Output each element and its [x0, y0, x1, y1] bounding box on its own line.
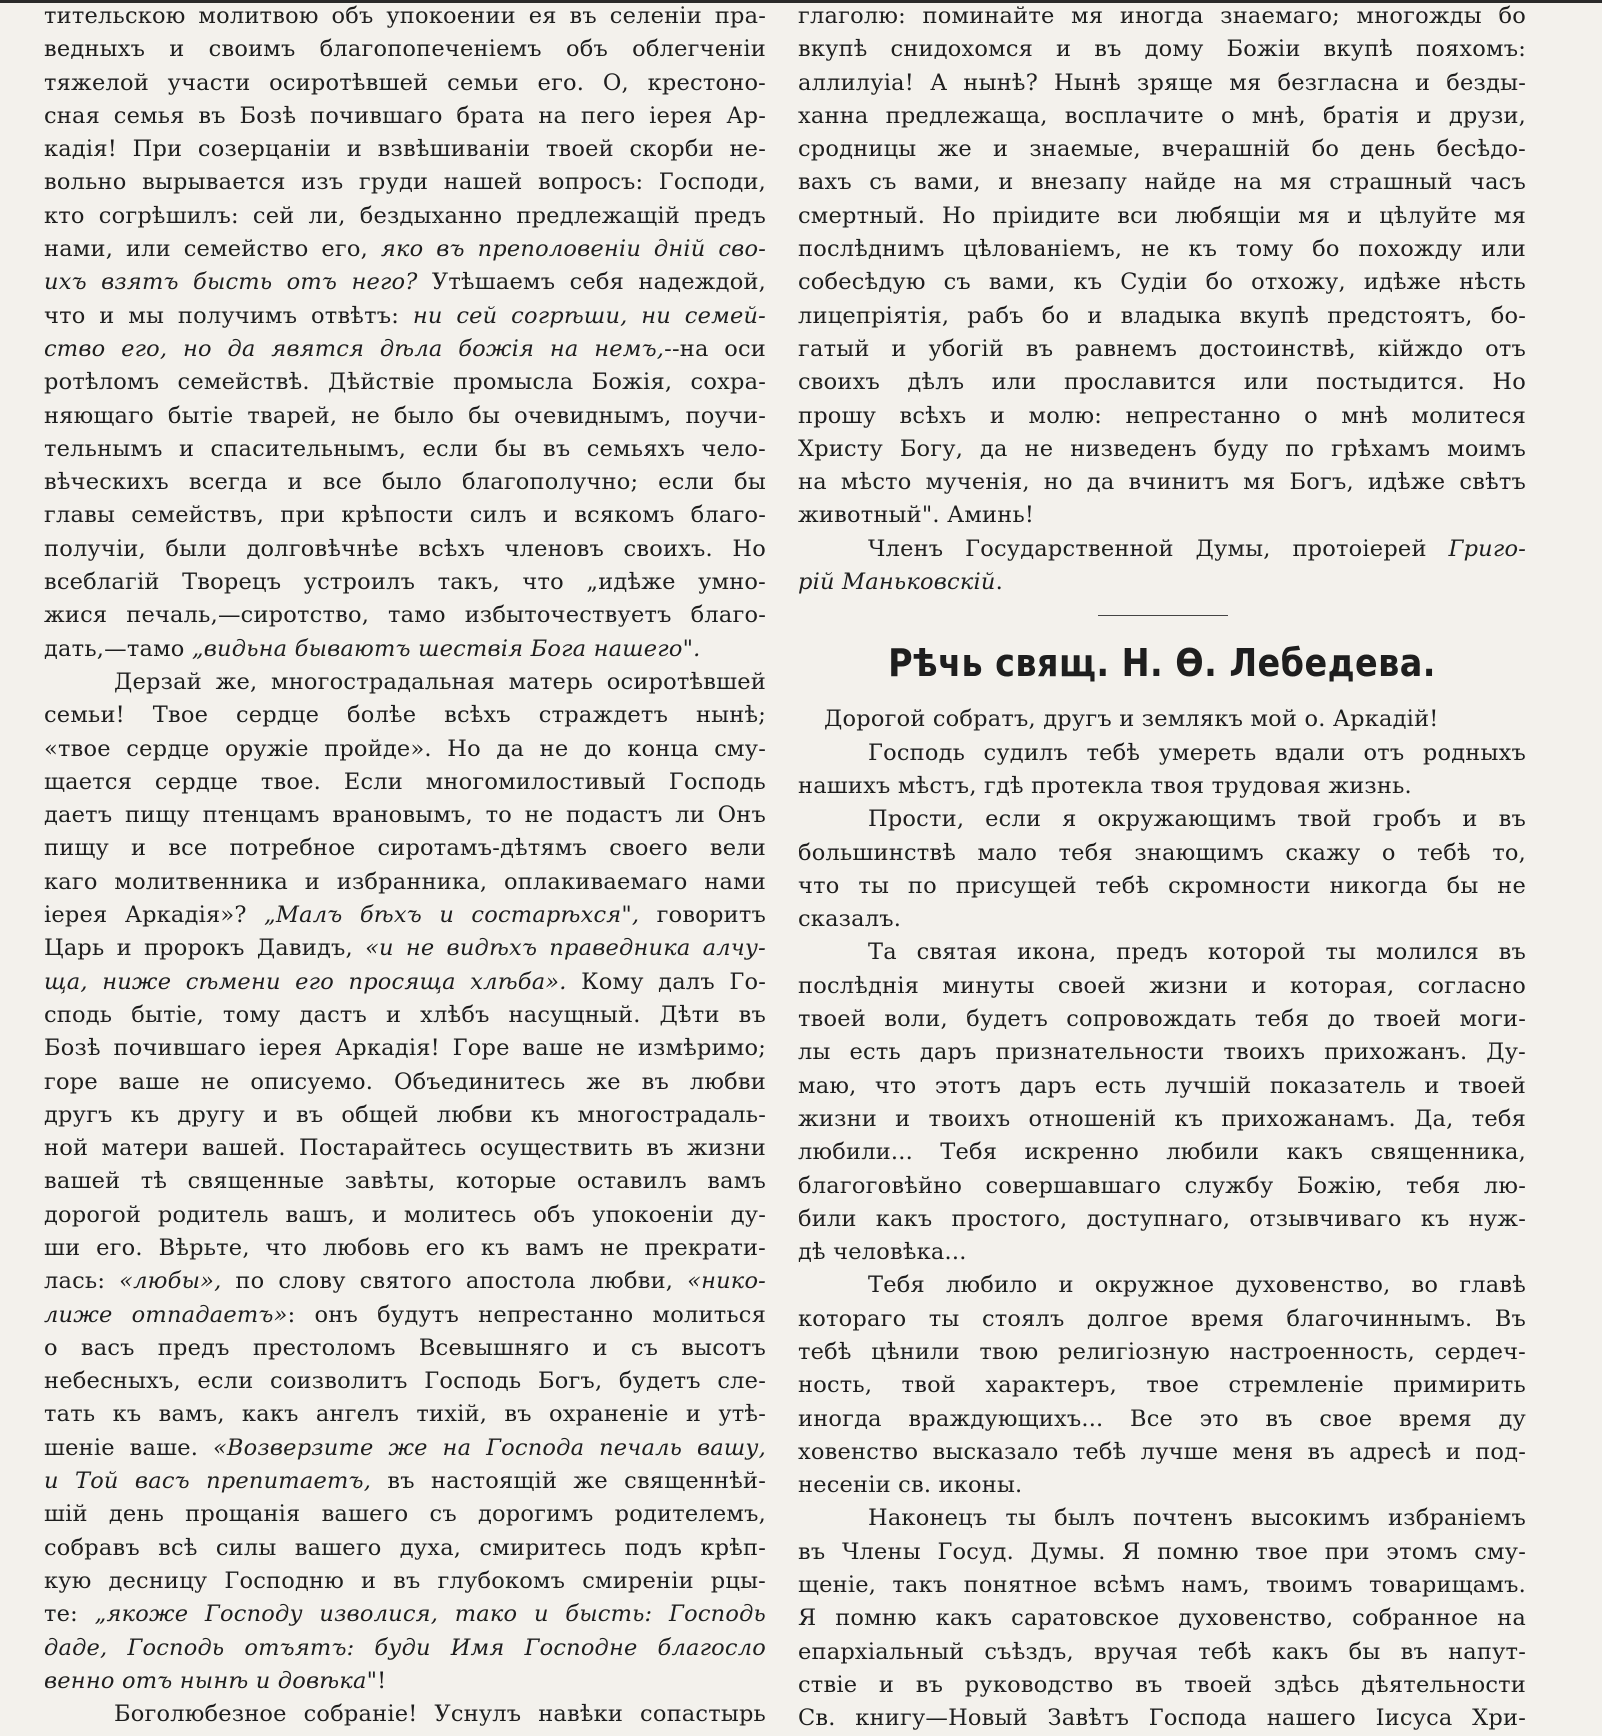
line-text: вашей тѣ священные завѣты, которые оставилъ вамъ	[44, 1168, 766, 1195]
text-line	[44, 1432, 766, 1465]
text-line	[44, 300, 766, 333]
text-line	[44, 1465, 766, 1498]
italic-quote: „Малъ бѣхъ и состарѣхся",	[264, 902, 640, 929]
text-line	[798, 870, 1526, 903]
text-line	[44, 1066, 766, 1099]
signature-name-part2: рій Маньковскій	[798, 569, 996, 596]
line-text: дать,—тамо	[44, 635, 192, 662]
text-line	[798, 100, 1526, 133]
text-line	[798, 1236, 1526, 1269]
line-text: твоей воли, будетъ сопровождать тебя до твоей моги-	[798, 1006, 1526, 1033]
text-line	[798, 803, 1526, 836]
line-text: лы есть даръ признательности твоихъ прихожанъ. Ду-	[798, 1039, 1526, 1066]
signature-line-1	[798, 533, 1526, 566]
italic-quote: яко въ преполовеніи дній сво-	[380, 236, 766, 263]
line-text: сподь бытіе, тому дастъ и хлѣбъ насущный. Дѣти въ	[44, 1001, 766, 1028]
line-text: епархіальный съѣздъ, вручая тебѣ какъ бы въ напут-	[798, 1638, 1526, 1665]
italic-quote: «и не видѣхъ праведника алчу-	[365, 935, 766, 962]
line-text: Боголюбезное собраніе! Уснулъ навѣки сопастырь	[114, 1701, 766, 1728]
text-line	[798, 1036, 1526, 1069]
line-text: маю, что этотъ даръ есть лучшій показатель и твоей	[798, 1072, 1526, 1099]
text-line	[798, 233, 1526, 266]
line-text: что ты по присущей тебѣ скромности никогда бы не	[798, 872, 1526, 899]
line-text: всеблагій Творецъ устроилъ такъ, что „идѣже умно-	[44, 569, 766, 596]
text-line	[44, 566, 766, 599]
line-text: что и мы получимъ отвѣтъ:	[44, 302, 413, 329]
line-text: «твое сердце оружіе пройде». Но да не до конца сму-	[44, 735, 766, 762]
text-line	[798, 33, 1526, 66]
text-line	[798, 1369, 1526, 1402]
line-text: лась:	[44, 1268, 120, 1295]
line-text: тяжелой участи осиротѣвшей семьи его. О, крестоно-	[44, 69, 766, 96]
line-text: ведныхъ и своимъ благопопеченіемъ объ облегченіи	[44, 36, 766, 63]
line-text: Прости, если я окружающимъ твой гробъ и въ	[868, 806, 1526, 833]
line-text: другъ къ другу и въ общей любви къ многострадаль-	[44, 1101, 766, 1128]
text-line	[44, 1398, 766, 1431]
line-text: говоритъ	[639, 902, 766, 929]
line-text: котораго ты стоялъ долгое время благочиннымъ. Въ	[798, 1305, 1526, 1332]
line-text: Господь судилъ тебѣ умереть вдали отъ родныхъ	[868, 739, 1526, 766]
text-line	[44, 533, 766, 566]
line-text: кую десницу Господню и въ глубокомъ смиреніи рцы-	[44, 1567, 766, 1594]
line-text: тельнымъ и спасительнымъ, если бы въ семьяхъ чело-	[44, 435, 766, 462]
line-text: няющаго бытіе тварей, не было бы очевиднымъ, поучи-	[44, 402, 766, 429]
text-line	[798, 266, 1526, 299]
text-line	[44, 1698, 766, 1731]
italic-quote: ихъ взятъ бысть отъ него?	[44, 269, 418, 296]
line-text: Я помню какъ саратовское духовенство, собранное на	[798, 1605, 1526, 1632]
line-text: ховенство высказало тебѣ лучше меня въ адресѣ и под-	[798, 1438, 1526, 1465]
line-text: Дорогой собратъ, другъ и землякъ мой о. Аркадій!	[824, 706, 1439, 733]
line-text: главы семействъ, при крѣпости силъ и всякомъ благо-	[44, 502, 766, 529]
text-line	[798, 1569, 1526, 1602]
line-text: гатый и убогій въ равнемъ достоинствѣ, кійждо отъ	[798, 335, 1526, 362]
text-line	[44, 1232, 766, 1265]
line-text: !	[377, 1667, 387, 1694]
text-line	[798, 333, 1526, 366]
line-text: Бозѣ почившаго іерея Аркадія! Горе ваше не измѣримо;	[44, 1035, 766, 1062]
text-line	[44, 100, 766, 133]
text-line	[798, 166, 1526, 199]
line-text: сродницы же и знаемые, вчерашній бо день бесѣдо-	[798, 136, 1526, 163]
right-column-top-text	[798, 0, 1526, 533]
text-line	[798, 0, 1526, 33]
line-text: сказалъ.	[798, 906, 902, 933]
line-text: Св. книгу—Новый Завѣтъ Господа нашего Іисуса Хри-	[798, 1705, 1526, 1732]
right-column-bottom-text	[798, 703, 1526, 1735]
line-text: получіи, были долговѣчнѣе всѣхъ членовъ своихъ. Но	[44, 535, 766, 562]
section-divider	[798, 599, 1526, 629]
text-line	[798, 1436, 1526, 1469]
text-line	[44, 966, 766, 999]
line-text: Христу Богу, да не низведенъ буду по грѣхамъ моимъ	[798, 435, 1526, 462]
text-line	[44, 233, 766, 266]
text-line	[798, 837, 1526, 870]
text-line	[798, 1403, 1526, 1436]
line-text: тебѣ цѣнили твою религіозную настроенность, сердеч-	[798, 1338, 1526, 1365]
line-text: иногда враждующихъ... Все это въ свое время ду	[798, 1405, 1526, 1432]
text-line	[44, 166, 766, 199]
line-text: даетъ пищу птенцамъ врановымъ, то не подастъ ли Онъ	[44, 802, 766, 829]
text-line	[44, 33, 766, 66]
italic-quote: „видьна бываютъ шествія Бога нашего".	[191, 635, 701, 662]
line-text: прошу всѣхъ и молю: непрестанно о мнѣ молитеся	[798, 402, 1526, 429]
line-text: ствіе и въ руководство въ твоей здѣсь дѣятельности	[798, 1671, 1526, 1698]
line-text: дорогой родитель вашъ, и молитесь объ упокоеніи ду-	[44, 1201, 766, 1228]
text-line	[44, 499, 766, 532]
text-line	[44, 0, 766, 33]
text-line	[44, 799, 766, 832]
text-line	[44, 1199, 766, 1232]
text-line	[44, 1365, 766, 1398]
text-line	[798, 1269, 1526, 1302]
line-text: вольно вырывается изъ груди нашей вопросъ: Господи,	[44, 169, 766, 196]
italic-quote: „якоже Господу изволися, тако и бысть: Господь	[94, 1601, 767, 1628]
text-line	[44, 766, 766, 799]
text-line	[798, 1336, 1526, 1369]
text-line	[44, 666, 766, 699]
text-line	[798, 133, 1526, 166]
text-line	[798, 200, 1526, 233]
text-line	[44, 899, 766, 932]
line-text: Тебя любило и окружное духовенство, во главѣ	[868, 1272, 1526, 1299]
line-text: щается сердце твое. Если многомилостивый Господь	[44, 768, 766, 795]
line-text: Утѣшаемъ себя надеждой,	[417, 269, 766, 296]
line-text: ность, твой характеръ, твое стремленіе примирить	[798, 1372, 1526, 1399]
italic-quote: «Возверзите же на Господа печаль вашу,	[212, 1434, 766, 1461]
text-line	[798, 300, 1526, 333]
italic-quote: ни сей согрѣши, ни семей-	[412, 302, 766, 329]
signature-name-part1: Григо-	[1448, 535, 1526, 562]
text-line	[44, 366, 766, 399]
italic-quote: и Той васъ препитаетъ,	[44, 1468, 372, 1495]
text-line	[798, 1602, 1526, 1635]
line-text: на мѣсто мученія, но да вчинитъ мя Богъ, идѣже свѣтъ	[798, 469, 1526, 496]
line-text: Царь и пророкъ Давидъ,	[44, 935, 366, 962]
line-text: сная семья въ Бозѣ почившаго брата на пего іерея Ар-	[44, 102, 766, 129]
line-text: собесѣдую съ вами, къ Судіи бо отхожу, идѣже нѣсть	[798, 269, 1526, 296]
line-text: ханна предлежаща, восплачите о мнѣ, братія и друзи,	[798, 102, 1526, 129]
text-line	[44, 633, 766, 666]
line-text: послѣднимъ цѣлованіемъ, не къ тому бо похожду или	[798, 236, 1526, 263]
text-line	[798, 433, 1526, 466]
text-line	[44, 1132, 766, 1165]
text-line	[44, 466, 766, 499]
text-line	[44, 200, 766, 233]
text-line	[798, 1103, 1526, 1136]
line-text: вкупѣ снидохомся и въ дому Божіи вкупѣ пояхомъ:	[798, 36, 1526, 63]
line-text: каго молитвенника и избранника, оплакиваемаго нами	[44, 868, 766, 895]
line-text: нами, или семейство его,	[44, 236, 381, 263]
line-text: щеніе, такъ понятное всѣмъ намъ, твоимъ товарищамъ.	[798, 1572, 1526, 1599]
italic-quote: «любы»,	[119, 1268, 222, 1295]
line-text: ной матери вашей. Постарайтесь осуществить въ жизни	[44, 1135, 766, 1162]
text-line	[798, 366, 1526, 399]
italic-quote: даде, Господь отъятъ: буди Имя Господне благосло	[44, 1634, 766, 1661]
line-text: семьи! Твое сердце болѣе всѣхъ страждетъ нынѣ;	[44, 702, 766, 729]
line-text: вахъ съ вами, и внезапу найде на мя страшный часъ	[798, 169, 1526, 196]
line-text: пищу и все потребное сиротамъ-дѣтямъ своего вели	[44, 835, 766, 862]
line-text: благоговѣйно совершавшаго службу Божію, тебя лю-	[798, 1172, 1526, 1199]
text-line	[44, 699, 766, 732]
text-line	[798, 1536, 1526, 1569]
line-text: кадія! При созерцаніи и взвѣшиваніи твоей скорби не-	[44, 136, 766, 163]
line-text: лицепріятія, рабъ бо и владыка вкупѣ предстоятъ, бо-	[798, 302, 1526, 329]
line-text: въ Члены Госуд. Думы. Я помню твое при этомъ сму-	[798, 1538, 1526, 1565]
text-line	[798, 703, 1526, 736]
line-text: аллилуіа! А нынѣ? Нынѣ зряще мя безгласна и безды-	[798, 69, 1526, 96]
italic-quote: венно отъ нынѣ и довѣка"	[44, 1667, 378, 1694]
text-line	[44, 1032, 766, 1065]
line-text: горе ваше не описуемо. Объединитесь же въ любви	[44, 1068, 766, 1095]
text-line	[44, 400, 766, 433]
text-line	[44, 932, 766, 965]
line-text: шеніе ваше.	[44, 1434, 213, 1461]
line-text: послѣднія минуты своей жизни и которая, согласно	[798, 972, 1526, 999]
text-line	[44, 999, 766, 1032]
line-text: іерея Аркадія»?	[44, 902, 265, 929]
text-line	[798, 770, 1526, 803]
text-line	[44, 1665, 766, 1698]
text-line	[798, 499, 1526, 532]
line-text: Наконецъ ты былъ почтенъ высокимъ избраніемъ	[868, 1505, 1526, 1532]
line-text: большинствѣ мало тебя знающимъ скажу о тебѣ то,	[798, 839, 1526, 866]
text-line	[44, 1332, 766, 1365]
italic-quote: ща, ниже сѣмени его просяща хлѣба».	[44, 968, 567, 995]
text-line	[798, 1469, 1526, 1502]
text-line	[798, 1636, 1526, 1669]
line-text: глаголю: поминайте мя иногда знаемаго; многожды бо	[798, 3, 1526, 29]
text-line	[44, 599, 766, 632]
line-text: небесныхъ, если соизволитъ Господь Богъ, будетъ сле-	[44, 1368, 766, 1395]
line-text: смертный. Но пріидите вси любящіи мя и цѣлуйте мя	[798, 202, 1526, 229]
line-text: Кому далъ Го-	[566, 968, 766, 995]
text-line	[44, 733, 766, 766]
text-line	[44, 1165, 766, 1198]
text-line	[798, 936, 1526, 969]
text-line	[798, 1003, 1526, 1036]
text-line	[798, 400, 1526, 433]
text-line	[798, 1170, 1526, 1203]
line-text: тать къ вамъ, какъ ангелъ тихій, въ охраненіе и утѣ-	[44, 1401, 766, 1428]
line-text: въ настоящій же священнѣй-	[371, 1468, 766, 1495]
text-line	[44, 1299, 766, 1332]
text-line	[44, 1565, 766, 1598]
text-line	[44, 1099, 766, 1132]
text-line	[798, 1136, 1526, 1169]
text-line	[44, 1632, 766, 1665]
italic-quote: ство его, но да явятся дѣла божія на немъ,	[44, 335, 665, 362]
line-text: животный". Аминь!	[798, 502, 1035, 529]
text-line	[798, 67, 1526, 100]
text-line	[44, 266, 766, 299]
text-line	[44, 832, 766, 865]
line-text: дѣ человѣка...	[798, 1239, 967, 1266]
line-text: жизни и твоихъ отношеній къ прихожанамъ. Да, тебя	[798, 1105, 1526, 1132]
line-text: нашихъ мѣстъ, гдѣ протекла твоя трудовая жизнь.	[798, 772, 1412, 799]
speech-heading: Рѣчь свящ. Н. Ѳ. Лебедева.	[888, 641, 1436, 686]
text-line	[798, 1303, 1526, 1336]
text-line	[44, 1498, 766, 1531]
text-line	[798, 1070, 1526, 1103]
text-line	[798, 1502, 1526, 1535]
line-text: о васъ предъ престоломъ Всевышняго и съ высотъ	[44, 1334, 766, 1361]
line-text: Та святая икона, предъ которой ты молился въ	[868, 939, 1526, 966]
text-line	[798, 1203, 1526, 1236]
text-line	[798, 1669, 1526, 1702]
line-text: --на оси	[664, 335, 767, 362]
line-text: : онъ будутъ непрестанно молиться	[287, 1301, 766, 1328]
italic-quote: «нико-	[687, 1268, 766, 1295]
text-line	[44, 1265, 766, 1298]
line-text: вѣческихъ всегда и все было благополучно; если бы	[44, 469, 766, 496]
line-text: тительскою молитвою объ упокоении ея въ селеніи пра-	[44, 3, 766, 29]
right-column	[798, 0, 1526, 1736]
line-text: шій день прощанія вашего съ дорогимъ родителемъ,	[44, 1501, 766, 1528]
line-text: те:	[44, 1601, 95, 1628]
left-column	[44, 0, 766, 1731]
signature-line-2	[798, 566, 1526, 599]
italic-quote: лиже отпадаетъ»	[44, 1301, 288, 1328]
text-line	[798, 466, 1526, 499]
text-line	[798, 970, 1526, 1003]
line-text: ротѣломъ семействѣ. Дѣйствіе промысла Божія, сохра-	[44, 369, 766, 396]
line-text: жися печаль,—сиротство, тамо избыточествуетъ благо-	[44, 602, 766, 629]
line-text: Дерзай же, многострадальная матерь осиротѣвшей	[114, 668, 766, 695]
line-text: собравъ всѣ силы вашего духа, смиритесь подъ крѣп-	[44, 1534, 766, 1561]
signature-period: .	[995, 569, 1003, 596]
text-line	[44, 133, 766, 166]
text-line	[44, 1598, 766, 1631]
line-text: по слову святого апостола любви,	[221, 1268, 688, 1295]
line-text: несеніи св. иконы.	[798, 1472, 1023, 1499]
text-line	[44, 1532, 766, 1565]
line-text: любили... Тебя искренно любили какъ священника,	[798, 1139, 1526, 1166]
text-line	[44, 333, 766, 366]
text-line	[798, 737, 1526, 770]
line-text: кто согрѣшилъ: сей ли, бездыханно предлежащій предъ	[44, 202, 766, 229]
line-text: били какъ простого, доступнаго, отзывчиваго къ нуж-	[798, 1205, 1526, 1232]
line-text: своихъ дѣлъ или прославится или постыдится. Но	[798, 369, 1526, 396]
signature-text: Членъ Государственной Думы, протоіерей	[868, 535, 1449, 562]
line-text: ши его. Вѣрьте, что любовь его къ вамъ не прекрати-	[44, 1234, 766, 1261]
text-line	[798, 903, 1526, 936]
text-line	[44, 433, 766, 466]
text-line	[44, 866, 766, 899]
text-line	[44, 67, 766, 100]
